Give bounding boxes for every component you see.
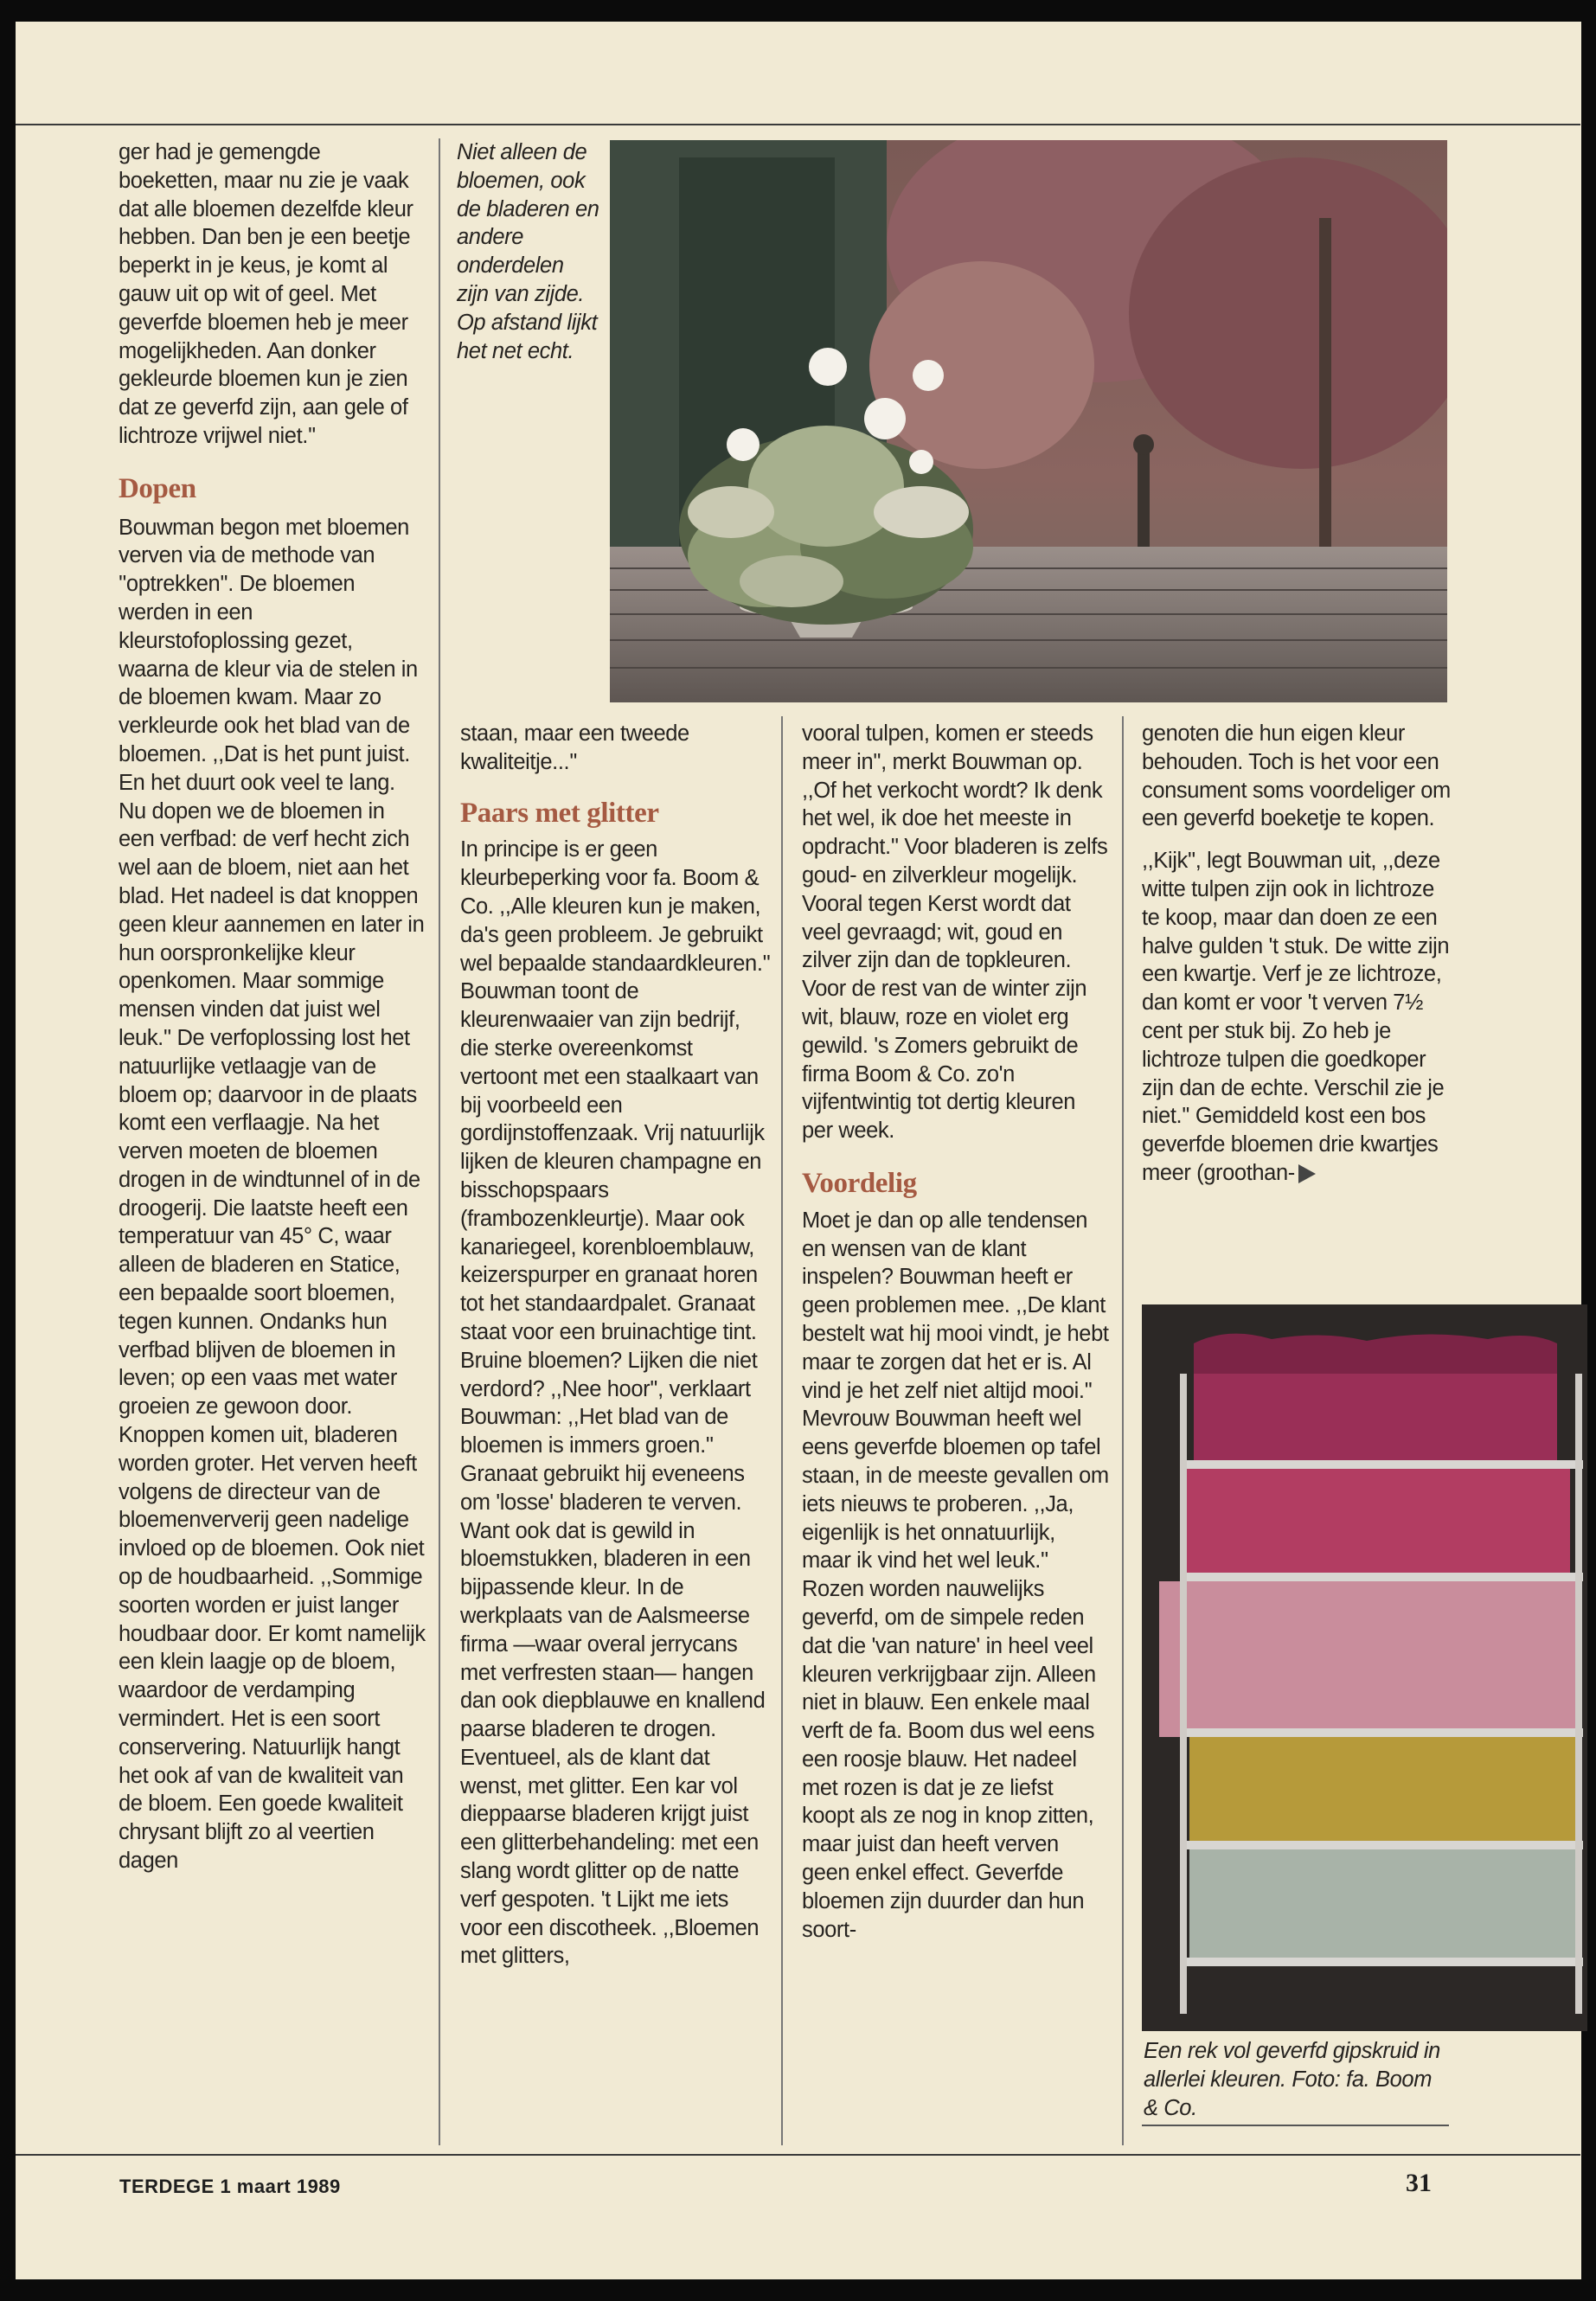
heading-paars-met-glitter: Paars met glitter [460,797,659,829]
column-1 [119,138,426,1875]
page-number: 31 [1406,2169,1432,2197]
heading-dopen: Dopen [119,472,196,504]
caption-underline [1142,2125,1449,2126]
column-2-body: In principe is er geen kleurbeperking voor fa. Boom & Co. ,,Alle kleuren kun je maken, da's geen probleem. Je gebruikt wel bepaalde standaardkleuren.'' Bouwman toont de kleurenwaaier van zijn bedrijf, die sterke overeenkomst vertoont met een staalkaart van bij voorbeeld een gordijnstoffenzaak. Vrij natuurlijk lijken de kleuren champagne en bisschopspaars (frambozenkleurtje). Maar ook kanariegeel, korenbloemblauw, keizerspurper en granaat horen tot het standaardpalet. Granaat staat voor een bruinachtige tint. Bruine bloemen? Lijken die niet verdord? ,,Nee hoor'', verklaart Bouwman: ,,Het blad van de bloemen is immers groen.'' Granaat gebruikt hij eveneens om 'losse' bladeren te verven. Want ook dat is gewild in bloemstukken, bladeren in een bijpassende kleur. In de werkplaats van de Aalsmeerse firma —waar overal jerrycans met verfresten staan— hangen dan ook diepblauwe en knallend paarse bladeren te drogen. Eventueel, als de klant dat wenst, met glitter. Een kar vol dieppaarse bladeren krijgt juist een glitterbehandeling: met een slang wordt glitter op de natte verf gespoten. 't Lijkt me iets voor een discotheek. ,,Bloemen met glitters, [460,837,771,1969]
column-3-intro: vooral tulpen, komen er steeds meer in'', merkt Bouwman op. ,,Of het verkocht wordt? Ik denk het wel, ik doe het meeste in opdracht.'' Voor bladeren is zelfs goud- en zilverkleur mogelijk. Vooral tegen Kerst wordt dat veel gevraagd; wit, goud en zilver zijn dan de topkleuren. Voor de rest van de winter zijn wit, blauw, roze en violet erg gewild. 's Zomers gebruikt de firma Boom & Co. zo'n vijfentwintig tot dertig kleuren per week. [802,721,1108,1144]
heading-voordelig: Voordelig [802,1167,917,1199]
column-2-intro: staan, maar een tweede kwaliteitje...'' [460,721,689,774]
column-rule [1122,716,1124,2145]
flower-arrangement-image [610,140,1447,702]
column-3 [802,720,1109,1944]
column-rule [439,138,440,2145]
photo-caption-top [457,138,599,365]
column-4-paragraph-1: genoten die hun eigen kleur behouden. Toch is het voor een consument soms voordeliger om een geverfd boeketje te kopen. [1142,721,1451,831]
dyed-flowers-rack-photo [1142,1304,1587,2031]
caption-top-text: Niet alleen de bloemen, ook de bladeren en andere onderdelen zijn van zijde. Op afstand lijkt het net echt. [457,140,599,363]
top-rule [16,124,1580,125]
continue-arrow-icon [1298,1164,1316,1183]
column-4-paragraph-2 [1142,847,1453,1188]
dyed-flowers-rack-image [1142,1304,1587,2031]
column-1-body: Bouwman begon met bloemen verven via de methode van ''optrekken''. De bloemen werden in een kleurstofoplossing gezet, waarna de kleur via de stelen in de bloemen kwam. Maar zo verkleurde ook het blad van de bloemen. ,,Dat is het punt juist. En het duurt ook veel te lang. Nu dopen we de bloemen in een verfbad: de verf hecht zich wel aan de bloem, niet aan het blad. Het nadeel is dat knoppen geen kleur aannemen en later in hun oorspronkelijke kleur openkomen. Maar sommige mensen vinden dat juist wel leuk.'' De verfoplossing lost het natuurlijke vetlaagje van de bloem op; daarvoor in de plaats komt een verflaagje. Na het verven moeten de bloemen drogen in de windtunnel of in de droogerij. Die laatste heeft een temperatuur van 45° C, waar alleen de bladeren en Statice, een bepaalde soort bloemen, tegen kunnen. Ondanks hun verfbad blijven de bloemen in leven; op een vaas met water groeien ze gewoon door. Knoppen komen uit, bladeren worden groter. Het verven heeft volgens de directeur van de bloemenververij geen nadelige invloed op de bloemen. Ook niet op de houdbaarheid. ,,Sommige soorten worden er juist langer houdbaar door. Er komt namelijk een klein laagje op de bloem, waardoor de verdamping vermindert. Het is een soort conservering. Natuurlijk hangt het ook af van de kwaliteit van de bloem. Een goede kwaliteit chrysant blijft zo al veertien dagen [119,515,426,1874]
column-4 [1142,720,1453,1188]
caption-bottom-text: Een rek vol geverfd gipskruid in allerlei kleuren. Foto: fa. Boom & Co. [1144,2039,1440,2120]
photo-caption-bottom [1144,2037,1446,2122]
column-3-body: Moet je dan op alle tendensen en wensen van de klant inspelen? Bouwman heeft er geen problemen mee. ,,De klant bestelt wat hij mooi vindt, je hebt maar te zorgen dat het er is. Al vind je het zelf niet altijd mooi.'' Mevrouw Bouwman heeft wel eens geverfde bloemen op tafel staan, in de meeste gevallen om iets nieuws te proberen. ,,Ja, eigenlijk is het onnatuurlijk, maar ik vind het wel leuk.'' Rozen worden nauwelijks geverfd, om de simpele reden dat die 'van nature' in heel veel kleuren verkrijgbaar zijn. Alleen niet in blauw. Een enkele maal verft de fa. Boom dus wel eens een roosje blauw. Het nadeel met rozen is dat je ze liefst koopt als ze nog in knop zitten, maar juist dan heeft verven geen enkel effect. Geverfde bloemen zijn duurder dan hun soort- [802,1208,1109,1942]
flower-arrangement-photo [610,140,1447,702]
footer-magazine-issue: TERDEGE 1 maart 1989 [119,2176,341,2197]
column-4-paragraph-2-text: ,,Kijk'', legt Bouwman uit, ,,deze witte tulpen zijn ook in lichtroze te koop, maar dan doen ze een halve gulden 't stuk. De witte zijn een kwartje. Verf je ze lichtroze, dan komt er voor 't verven 7½ cent per stuk bij. Zo heb je lichtroze tulpen die goedkoper zijn dan de echte. Verschil zie je niet.'' Gemiddeld kost een bos geverfde bloemen drie kwartjes meer (groothan- [1142,849,1450,1185]
column-rule [781,716,783,2145]
bottom-rule [16,2154,1580,2156]
column-1-intro: ger had je gemengde boeketten, maar nu zie je vaak dat alle bloemen dezelfde kleur hebben. Dan ben je een beetje beperkt in je keus, je komt al gauw uit op wit of geel. Met geverfde bloemen heb je meer mogelijkheden. Aan donker gekleurde bloemen kun je zien dat ze geverfd zijn, aan gele of lichtroze vrijwel niet.'' [119,140,413,448]
column-2 [460,720,772,1971]
